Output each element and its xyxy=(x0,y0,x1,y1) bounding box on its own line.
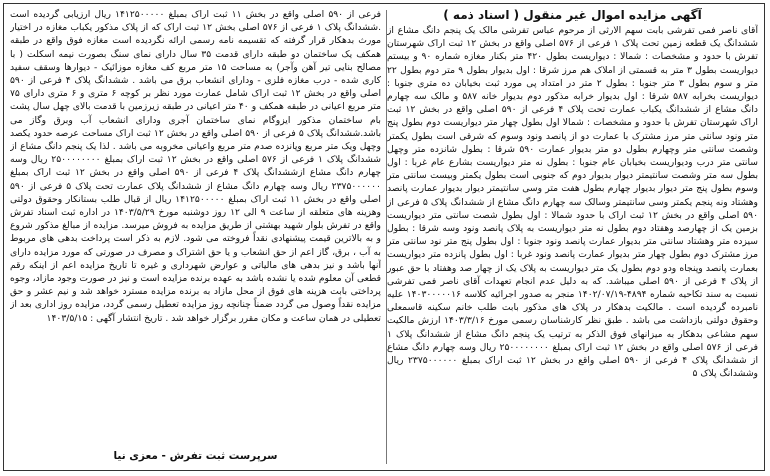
notice-signature: سرپرست ثبت تفرش - معزی نیا xyxy=(113,450,278,462)
notice-left-column xyxy=(10,8,381,466)
notice-title: آگهی مزایده اموال غیر منقول ( اسناد ذمه ) xyxy=(443,8,702,22)
notice-body-part-1: آقای ناصر فمی تفرشی بابت سهم الارثی از مرحوم عباس تفرشی مالک یک پنجم دانگ مشاع از ششدانگ یک قطعه زمین تحت پلاک ۱ فرعی از ۵۷۶ اصلی واقع در بخش ۱۲ ثبت اراک شهرستان تفرش با حدود و مشخصات : شمالا : دیواریست بطول ۴۲۰ متر بکنار مغازه شماره ۹۰ و بیستم دیواریست بطول ۳ متر به قسمتی از املاک هم مرز شرقا : اول بدیوار بطول ۹ متر دوم بطول ۲۲ متر و سوم بطول ۳ متر جنوبا : بطول ۲ متر در امتداد پی مورد ثبت بخیابان ده متری جنوبا : دیواریست بخرابه ۵۸۷ شرقا : اول بدیوار خرابه مذکور دوم بدیوار خانه ۵۸۷ و مالک سه چهارم دانگ مشاع از ششدانگ یکباب عمارت تحت پلاک ۴ فرعی از ۵۹۰ اصلی واقع در بخش ۱۲ ثبت اراک شهرستان تفرش با حدود و مشخصات : شمالا اول بطول چهار متر دیواریست دوم بطول پنج متر ونود سانتی متر مرز مشترک با عمارت دو از پانصد ونود وسوم که شرقی است بطول یکمتر وشصت سانتی متر وچهارم بطول دو متر بدیوار عمارت ۵۹۰ شرقا : بطول شانزده متر وچهل سانتی متر درب ودیواریست بخیابان عام جنوبا : بطول نه متر دیواریست بشارع عام غربا : اول بطول سه متر وشصت سانتیمتر دیوار بدیوار دوم که جنوبی است بطول یکمتر وبیست سانتی متر وسوم بطول پنج متر دیوار بدیوار چهارم بطول هفت متر وسی سانتیمتر دیوار بدیوار عمارت پانصد وهشتاد ونه پنجم یکمتر وسی سانتیمتر وسالک سه چهارم دانگ مشاع از ششدانگ پلاک ۵ فرعی از ۵۹۰ اصلی واقع در بخش ۱۲ ثبت اراک با حدود شمالا : اول بطول شصت سانتی متر دیواریست بزمین یک از چهارصد وهفتاد دوم بطول نه متر دیواریست به پلاک پانصد ونود وسه شرقا : بطول سیزده متر وهشتاد سانتی متر بدیوار عمارت پانصد ونود جنوبا : اول بطول پنج متر نود سانتی متر مرز مشترک دوم بطول چهار متر بدیوار عمارت پانصد ونود غربا : اول بطول پانزده متر دیواریست بعمارت پانصد وپنجاه ودو دوم بطول یک متر دیواریست به پلاک یک از چهار صد وهفتاد با حق عبور از پلاک ۴ فرعی از ۵۹۰ اصلی میباشد. که به دلیل عدم انجام تعهدات آقای ناصر فمی تفرشی نسبت به سند تکاحیه شماره ۴۸۹۴-۱۴۰۲/۰۷/۱۹ منجر به صدور اجرائیه کلاسه ۱۴۰۳۰۰۰۰۰۱۶ علیه نامبرده گردیده است . مالکیت بدهکار در پلاک های مذکور بابت طلب خانم سکینه قاسمعلی وحقوق دولتی بازداشت می باشد . طبق نظر کارشناسان رسمی مورخ ۱۴۰۳/۳/۱۶ ارزش مالکیت سهم مشاعی بدهکار به میزانهای فوق الذکر به ترتیب یک پنجم دانگ مشاع از ششدانگ پلاک ۱ فرعی از ۵۷۶ اصلی واقع در بخش ۱۲ ثبت اراک بمبلغ ۲۵۰۰۰۰۰۰۰۰ ریال وسه چهارم دانگ مشاع از ششدانگ پلاک ۴ فرعی از ۵۹۰ اصلی واقع در بخش ۱۲ ثبت اراک بمبلغ ۲۳۷۵۰۰۰۰۰۰ ریال وششدانگ پلاک ۵ xyxy=(387,25,758,380)
auction-notice xyxy=(3,3,765,471)
notice-body-part-2: فرعی از ۵۹۰ اصلی واقع در بخش ۱۱ ثبت اراک بمبلغ ۱۴۱۲۵۰۰۰۰۰ ریال ارزیابی گردیده است .ششدانگ پلاک ۱ فرعی از ۵۷۶ اصلی بخش ۱۲ ثبت اراک که از پلاک مذکور یکباب مغازه در اختیار مورث بدهکار قرار گرفته که تقسیمه نامه رسمی ارائه نگردیده است مغازه فوق واقع در طبقه همکف یک ساختمان دو طبقه دارای قدمت ۳۵ سال دارای نمای سنگ بصورت نیمه اسکلت ( با مصالح بنایی تیر آهن وآجر) به مساحت ۱۵ متر مربع کف مغازه موزائیک - دیوارها وسقف سفید کاری شده - درب مغازه فلزی - ودارای انشعاب برق می باشد . ششدانگ پلاک ۴ فرعی از ۵۹۰ اصلی واقع در بخش ۱۲ ثبت اراک شامل عمارت مورد نظر بر کوچه ۶ متری و ۶ متری دارای ۷۵ متر مربع اعیانی در طبقه همکف و ۴۰ متر اعیانی در طبقه زیرزمین با قدمت بالای چهل سال پشت بام ساختمان مذکور ایزوگام نمای ساختمان آجری ودارای انشعاب آب وبرق وگاز می باشد.ششدانگ پلاک ۵ فرعی از ۵۹۰ اصلی واقع در بخش ۱۲ ثبت اراک مساحت عرصه حدود یکصد وچهل ویک متر مربع وپانزده صدم متر مربع واعیانی مخروبه می باشد . لذا یک پنجم دانگ مشاع از ششدانگ پلاک ۱ فرعی از ۵۷۶ اصلی واقع در بخش ۱۲ ثبت اراک بمبلغ ۲۵۰۰۰۰۰۰۰۰ ریال وسه چهارم دانگ مشاع ازششدانگ پلاک ۴ فرعی از ۵۹۰ اصلی واقع در بخش ۱۲ ثبت اراک بمبلغ ۲۳۷۵۰۰۰۰۰۰ ریال وسه چهارم دانگ مشاع از ششدانگ پلاک عمارت تحت پلاک ۵ فرعی از ۵۹۰ اصلی واقع در بخش ۱۱ ثبت اراک بمبلغ ۱۴۱۲۵۰۰۰۰۰ ریال از قبال طلب بستانکار وحقوق دولتی وهزینه های متعلقه از ساعت ۹ الی ۱۲ روز دوشنبه مورخ ۱۴۰۳/۵/۲۹ در اداره ثبت اسناد تفرش واقع در تفرش بلوار شهید بهشتی از طریق مزایده به فروش میرسد. مزایده از مبالغ مذکور شروع و به بالاترین قیمت پیشنهادی نقداً فروخته می شود. لازم به ذکر است پرداخت بدهی های مربوط به آب ، برق، گاز اعم از حق انشعاب و یا حق اشتراک و مصرف در صورتی که مورد مزایده دارای آنها باشد و نیز بدهی های مالیاتی و عوارض شهرداری و غیره تا تاریخ مزایده اعم از اینکه رقم قطعی آن معلوم شده یا نشده باشد به عهده برنده مزایده است و نیز در صورت وجود مازاد، وجوه پرداختی بابت هزینه های فوق از محل مازاد به برنده مزایده مسترد خواهد شد و نیم عشر و حق مزایده نقداً وصول می گردد ضمناً چنانچه روز مزایده تعطیل رسمی گردد، مزایده روز اداری بعد از تعطیلی در همان ساعت و مکان مقرر برگزار خواهد شد . تاریخ انتشار آگهی : ۱۴۰۳/۵/۱۵ xyxy=(10,9,381,324)
notice-columns xyxy=(10,8,758,466)
column-divider xyxy=(386,10,387,464)
notice-right-column xyxy=(387,8,758,466)
